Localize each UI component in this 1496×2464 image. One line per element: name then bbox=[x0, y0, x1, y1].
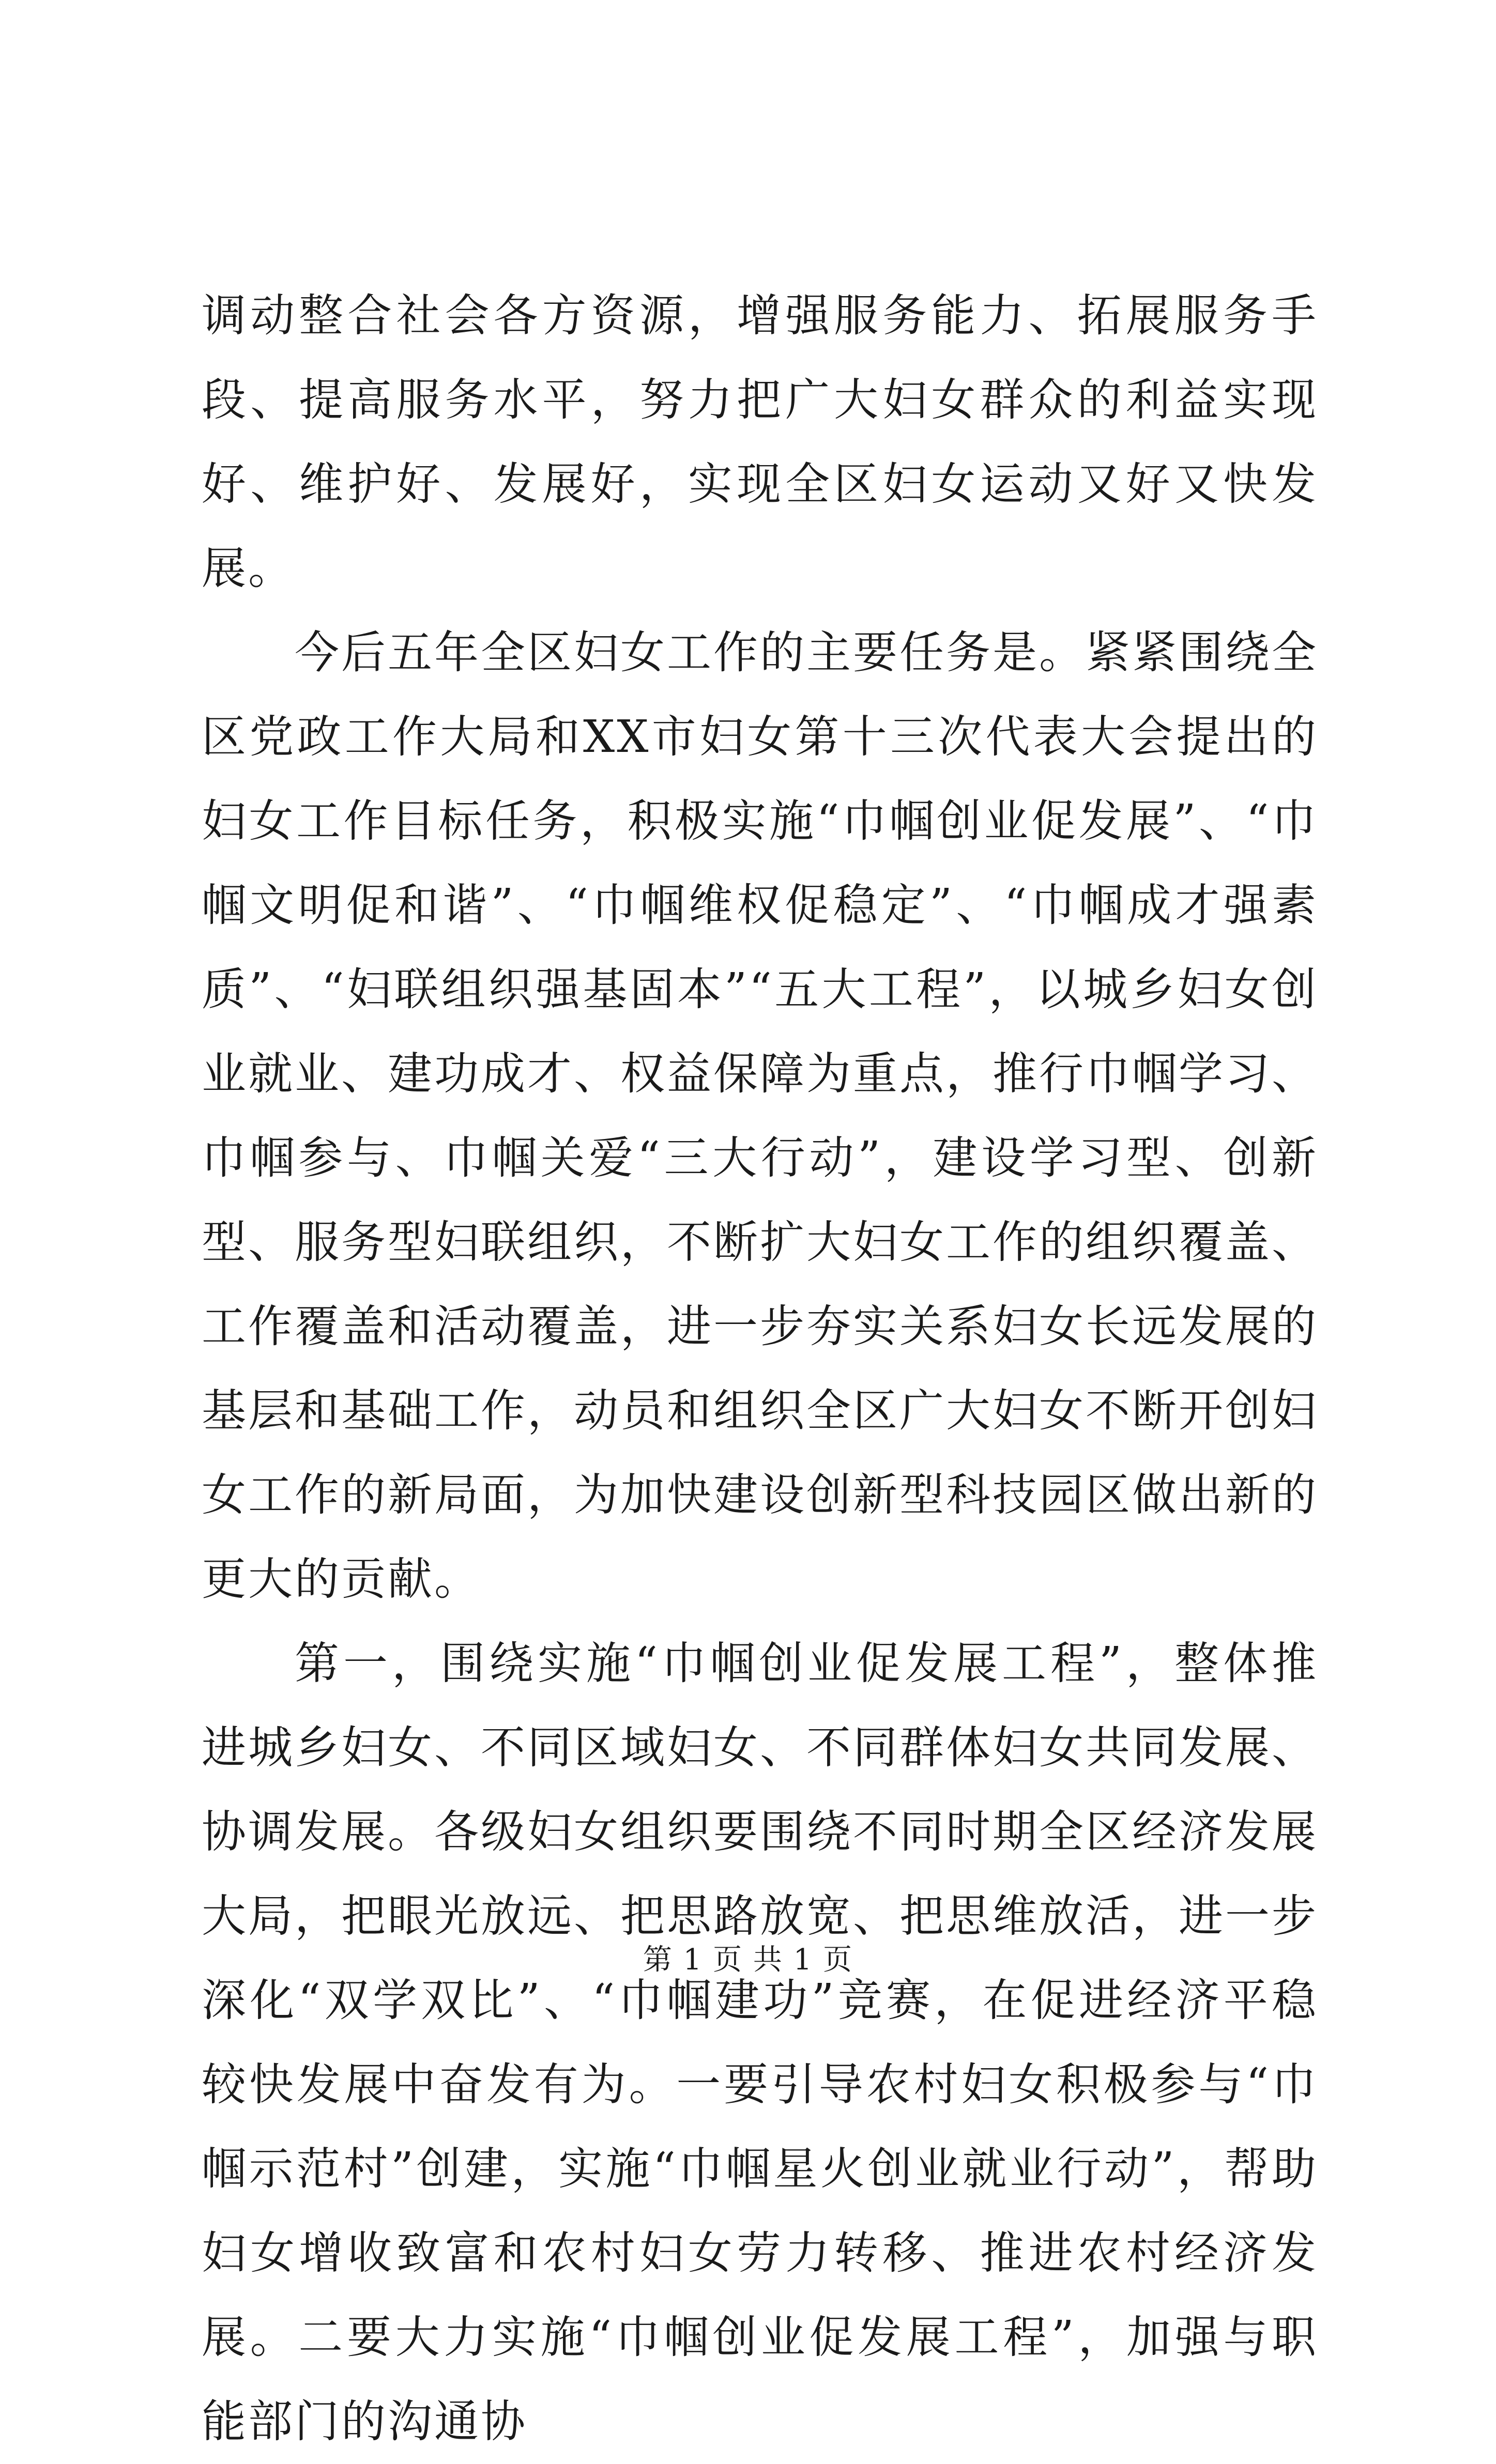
document-body bbox=[202, 274, 1318, 2464]
paragraph-continuation: 调动整合社会各方资源，增强服务能力、拓展服务手段、提高服务水平，努力把广大妇女群众的利益实现好、维护好、发展好，实现全区妇女运动又好又快发展。 bbox=[202, 290, 1318, 594]
paragraph-first-point: 第一，围绕实施“巾帼创业促发展工程”，整体推进城乡妇女、不同区域妇女、不同群体妇女共同发展、协调发展。各级妇女组织要围绕不同时期全区经济发展大局，把眼光放远、把思路放宽、把思维放活，进一步深化“双学双比”、“巾帼建功”竞赛，在促进经济平稳较快发展中奋发有为。一要引导农村妇女积极参与“巾帼示范村”创建，实施“巾帼星火创业就业行动”，帮助妇女增收致富和农村妇女劳力转移、推进农村经济发展。二要大力实施“巾帼创业促发展工程”，加强与职能部门的沟通协 bbox=[202, 1638, 1318, 2447]
paragraph-main-tasks: 今后五年全区妇女工作的主要任务是。紧紧围绕全区党政工作大局和XX市妇女第十三次代表大会提出的妇女工作目标任务，积极实施“巾帼创业促发展”、“巾帼文明促和谐”、“巾帼维权促稳定”、“巾帼成才强素质”、“妇联组织强基固本”“五大工程”，以城乡妇女创业就业、建功成才、权益保障为重点，推行巾帼学习、巾帼参与、巾帼关爱“三大行动”，建设学习型、创新型、服务型妇联组织，不断扩大妇女工作的组织覆盖、工作覆盖和活动覆盖，进一步夯实关系妇女长远发展的基层和基础工作，动员和组织全区广大妇女不断开创妇女工作的新局面，为加快建设创新型科技园区做出新的更大的贡献。 bbox=[202, 627, 1318, 1605]
page-footer: 第 1 页 共 1 页 bbox=[643, 1943, 853, 1977]
